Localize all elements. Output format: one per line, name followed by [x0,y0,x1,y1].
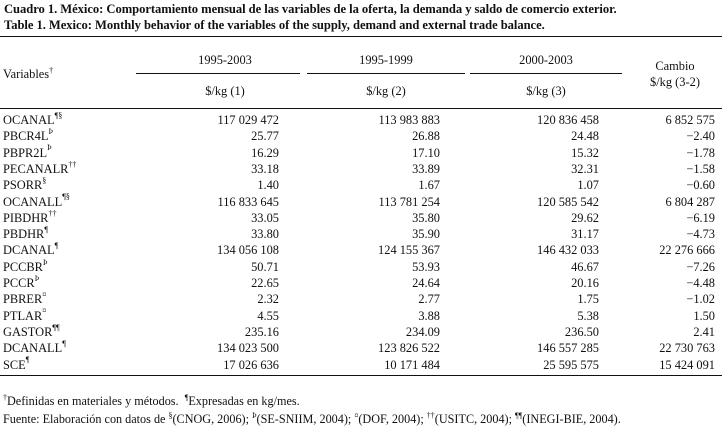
table-row [0,110,722,129]
footnote-mark: †† [48,208,57,218]
cell-2000-2003: 15.32 [571,145,599,160]
cell-2000-2003: 24.48 [571,129,599,144]
cell-1995-2003: 33.18 [251,161,279,176]
variable-name: PSORR [3,178,43,193]
header-period-3: 2000-2003 [519,53,573,67]
cell-1995-1999: 2.77 [418,292,440,307]
footnote-mark: Þ [34,273,40,283]
footnote-mark: ¤ [42,306,47,316]
cell-1995-1999: 26.88 [412,129,440,144]
cell-1995-1999: 17.10 [412,145,440,160]
table-row [0,178,722,194]
cell-2000-2003: 20.16 [571,276,599,290]
cell-1995-2003: 235.16 [244,324,279,339]
table-row [0,243,722,259]
cell-1995-2003: 33.80 [251,227,279,242]
table-row [0,355,722,374]
footnote-mark: § [42,176,47,186]
header-cambio-units: $/kg (3-2) [650,75,700,89]
footnote-mark: ¶ [25,355,30,365]
variable-name: PECANALR [3,161,69,176]
cell-2000-2003: 236.50 [564,324,599,339]
cell-1995-2003: 16.29 [251,145,279,160]
cell-1995-2003: 134 056 108 [217,243,279,258]
caption-spanish: Cuadro 1. México: Comportamiento mensual de las variables de la oferta, la demanda y saldo de comercio exterior. [4,2,617,16]
footnote-mark: ¤ [42,290,47,300]
variable-name: PCCR [3,276,35,290]
cell-cambio: −1.02 [686,292,715,307]
cell-2000-2003: 46.67 [571,259,599,274]
cell-1995-1999: 113 983 883 [378,113,440,127]
cell-cambio: 22 730 763 [659,341,715,356]
cell-2000-2003: 5.38 [577,308,599,323]
cell-1995-1999: 10 171 484 [384,357,440,372]
row-label [3,322,60,340]
row-label [3,257,48,275]
table-row [0,129,722,145]
variable-name: OCANAL [3,113,55,127]
row-label [3,159,77,177]
variable-name: PTLAR [3,308,43,323]
cell-2000-2003: 25 595 575 [543,357,599,372]
footnote-mark: ¶ [44,224,48,234]
variable-name: PBDHR [3,227,45,242]
row-label [3,355,30,373]
cell-1995-1999: 35.90 [412,227,440,242]
header-cambio: Cambio [655,59,695,73]
table-row [0,143,722,162]
cell-cambio: −6.19 [686,210,715,225]
header-period-1: 1995-2003 [198,53,252,67]
cell-cambio: 22 276 666 [659,243,715,258]
row-label [3,292,46,307]
cell-1995-1999: 234.09 [405,324,440,339]
cell-1995-2003: 134 023 500 [217,341,279,356]
variable-name: PBCR4L [3,129,49,144]
cell-cambio: −1.58 [686,161,715,176]
row-label [3,273,40,291]
cell-cambio: −4.73 [686,227,715,242]
row-label [3,192,70,210]
variable-name: PCCBR [3,259,43,274]
cell-2000-2003: 120 836 458 [537,113,599,127]
variable-name: DCANALL [3,341,63,356]
cell-1995-1999: 3.88 [418,308,440,323]
table-row [0,224,722,243]
table-row [0,208,722,227]
cell-2000-2003: 32.31 [571,161,599,176]
cell-1995-2003: 4.55 [257,308,279,323]
table-row [0,322,722,341]
cell-1995-1999: 53.93 [412,259,440,274]
row-label [3,306,47,324]
cell-cambio: 6 804 287 [665,194,715,209]
cell-1995-1999: 35.80 [412,210,440,225]
caption-english: Table 1. Mexico: Monthly behavior of the variables of the supply, demand and external trade balance. [4,18,545,32]
cell-2000-2003: 120 585 542 [537,194,599,209]
header-rule-3 [470,73,622,74]
table-row [0,159,722,178]
cell-2000-2003: 1.75 [577,292,599,307]
cell-1995-2003: 1.40 [257,178,279,193]
row-label [3,129,53,144]
row-label [3,110,63,128]
footnote-mark: †† [68,159,77,169]
cell-cambio: 6 852 575 [665,113,715,127]
header-rule-2 [307,73,465,74]
footnote-mark: ¶§ [54,110,63,120]
cell-2000-2003: 31.17 [571,227,599,242]
variable-name: PBPR2L [3,145,48,160]
table-bottom-rule [0,375,722,376]
variable-name: PIBDHR [3,210,49,225]
header-variables-mark: † [49,65,54,75]
table-row [0,257,722,276]
footnote-mark: ¶ [62,339,66,349]
cell-1995-1999: 1.67 [418,178,440,193]
cell-cambio: 15 424 091 [659,357,715,372]
row-label [3,224,48,242]
variable-name: OCANALL [3,194,63,209]
footnote-mark: Þ [42,257,48,267]
row-label [3,341,66,356]
cell-2000-2003: 146 432 033 [537,243,599,258]
header-variables: Variables† [3,65,54,81]
table-row [0,292,722,308]
cell-1995-1999: 123 826 522 [378,341,440,356]
variable-name: GASTOR [3,324,53,339]
row-label [3,208,57,226]
cell-1995-1999: 124 155 367 [378,243,440,258]
table-row [0,273,722,292]
cell-1995-2003: 50.71 [251,259,279,274]
row-label [3,243,58,258]
cell-cambio: 1.50 [693,308,715,323]
variable-name: SCE [3,357,26,372]
header-units-2: $/kg (2) [366,84,406,98]
cell-cambio: 2.41 [693,324,715,339]
cell-1995-1999: 24.64 [412,276,440,290]
cell-1995-2003: 25.77 [251,129,279,144]
cell-cambio: −1.78 [686,145,715,160]
cell-1995-2003: 116 833 645 [217,194,279,209]
footnote-mark: ¶§ [62,192,70,202]
header-bottom-rule [0,108,722,109]
cell-1995-2003: 33.05 [251,210,279,225]
table-top-rule [0,36,722,37]
cell-1995-2003: 22.65 [251,276,279,290]
cell-1995-2003: 117 029 472 [217,113,279,127]
header-units-3: $/kg (3) [526,84,566,98]
cell-cambio: −0.60 [686,178,715,193]
cell-1995-1999: 113 781 254 [378,194,440,209]
footnote-mark: Þ [48,127,53,137]
variable-name: DCANAL [3,243,55,258]
cell-2000-2003: 146 557 285 [537,341,599,356]
footnote-mark: ¶¶ [52,322,60,332]
table-row [0,341,722,357]
variable-name: PBRER [3,292,43,307]
table-row [0,306,722,325]
footnote-definitions: †Definidas en materiales y métodos. ¶Expresadas en kg/mes. [3,392,300,408]
row-label [3,178,46,193]
footnote-source: Fuente: Elaboración con datos de §(CNOG, 2006); $^Þ$(SE-SNIIM, 2004); ¤(DOF, 2004); ††(USITC, 2004); ¶¶(INEGI-BIE, 2004). [3,410,621,426]
header-period-2: 1995-1999 [359,53,413,67]
cell-2000-2003: 29.62 [571,210,599,225]
header-rule-1 [136,73,300,74]
cell-2000-2003: 1.07 [577,178,599,193]
cell-1995-1999: 33.89 [412,161,440,176]
footnote-mark: Þ [47,143,52,153]
cell-cambio: −2.40 [686,129,715,144]
header-units-1: $/kg (1) [205,84,245,98]
cell-1995-2003: 2.32 [257,292,279,307]
cell-cambio: −4.48 [686,276,715,290]
cell-1995-2003: 17 026 636 [223,357,279,372]
footnote-mark: ¶ [54,241,59,251]
row-label [3,143,52,161]
cell-cambio: −7.26 [686,259,715,274]
table-row [0,192,722,211]
